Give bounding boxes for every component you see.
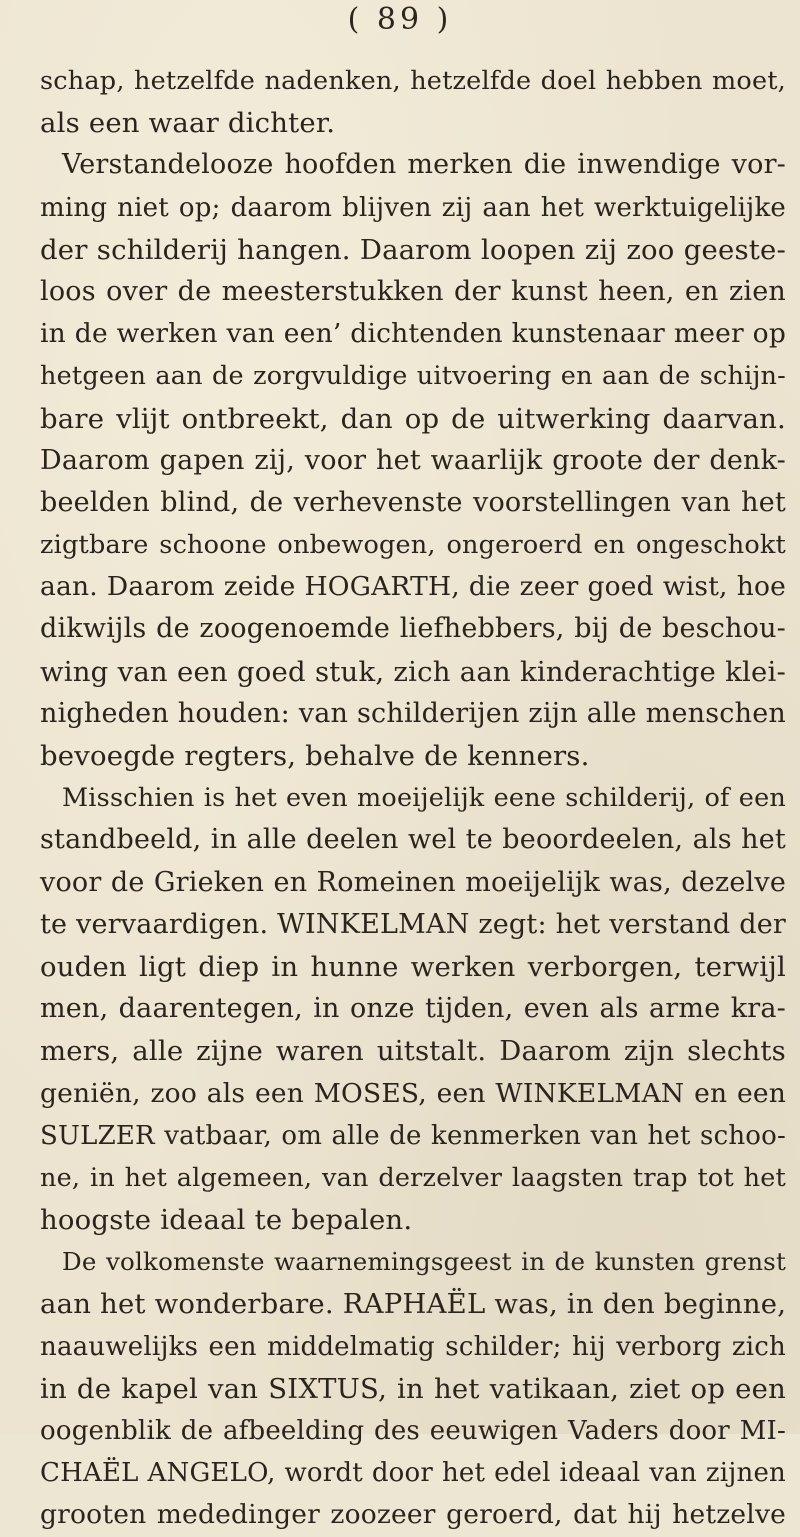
text-line: beelden blind, de verhevenste voorstellingen van het xyxy=(40,486,786,518)
text-line: standbeeld, in alle deelen wel te beoordeelen, als het xyxy=(40,824,786,856)
text-line: nigheden houden: van schilderijen zijn alle menschen xyxy=(40,697,786,729)
text-line: voor de Grieken en Romeinen moeijelijk was, dezelve xyxy=(40,866,786,898)
text-line: wing van een goed stuk, zich aan kinderachtige klei- xyxy=(40,655,786,688)
text-line: Misschien is het even moeijelijk eene schilderij, of een xyxy=(62,783,786,814)
text-line: loos over de meesterstukken der kunst heen, en zien xyxy=(40,275,786,307)
text-line: SULZER vatbaar, om alle de kenmerken van het schoo- xyxy=(40,1120,786,1151)
text-line: grooten mededinger zoozeer geroerd, dat hij hetzelve xyxy=(40,1499,786,1531)
text-line: Verstandelooze hoofden merken die inwendige vor- xyxy=(62,149,786,181)
text-line: hetgeen aan de zorgvuldige uitvoering en aan de schijn- xyxy=(40,361,786,392)
text-line: ming niet op; daarom blijven zij aan het werktuigelijke xyxy=(40,192,786,223)
text-line: als een waar dichter. xyxy=(40,107,336,140)
text-line: schap, hetzelfde nadenken, hetzelfde doel hebben moet, xyxy=(40,66,786,96)
text-line: bare vlijt ontbreekt, dan op de uitwerking daarvan. xyxy=(40,402,786,435)
body-text xyxy=(40,60,786,1537)
text-line: CHAËL ANGELO, wordt door het edel ideaal van zijnen xyxy=(40,1458,786,1489)
text-line: oogenblik de afbeelding des eeuwigen Vaders door MI- xyxy=(40,1416,786,1446)
text-line: bevoegde regters, behalve de kenners. xyxy=(40,740,590,772)
text-line: ne, in het algemeen, van derzelver laagsten trap tot het xyxy=(40,1162,786,1193)
text-line: der schilderij hangen. Daarom loopen zij zoo geeste- xyxy=(40,233,786,266)
text-line: mers, alle zijne waren uitstalt. Daarom zijn slechts xyxy=(40,1035,786,1068)
text-line: hoogste ideaal te bepalen. xyxy=(40,1204,413,1237)
text-line: ouden ligt diep in hunne werken verborgen, terwijl xyxy=(40,950,786,983)
text-line: aan het wonderbare. RAPHAËL was, in den beginne, xyxy=(40,1288,787,1321)
text-line: aan. Daarom zeide HOGARTH, die zeer goed wist, hoe xyxy=(40,571,786,603)
text-line: in de werken van een’ dichtenden kunstenaar meer op xyxy=(40,318,786,350)
text-line: geniën, zoo als een MOSES, een WINKELMAN en een xyxy=(40,1077,786,1109)
text-line: De volkomenste waarnemingsgeest in de kunsten grenst xyxy=(62,1247,786,1277)
text-line: men, daarentegen, in onze tijden, even als arme kra- xyxy=(40,993,786,1025)
text-line: naauwelijks een middelmatig schilder; hij verborg zich xyxy=(40,1331,786,1362)
text-line: te vervaardigen. WINKELMAN zegt: het verstand der xyxy=(40,908,786,940)
text-line: dikwijls de zoogenoemde liefhebbers, bij de beschou- xyxy=(40,613,786,645)
text-line: in de kapel van SIXTUS, in het vatikaan, ziet op een xyxy=(40,1372,786,1405)
page-number: ( 89 ) xyxy=(347,2,453,37)
text-line: zigtbare schoone onbewogen, ongeroerd en ongeschokt xyxy=(40,530,786,561)
text-line: Daarom gapen zij, voor het waarlijk groote der denk- xyxy=(40,444,786,476)
